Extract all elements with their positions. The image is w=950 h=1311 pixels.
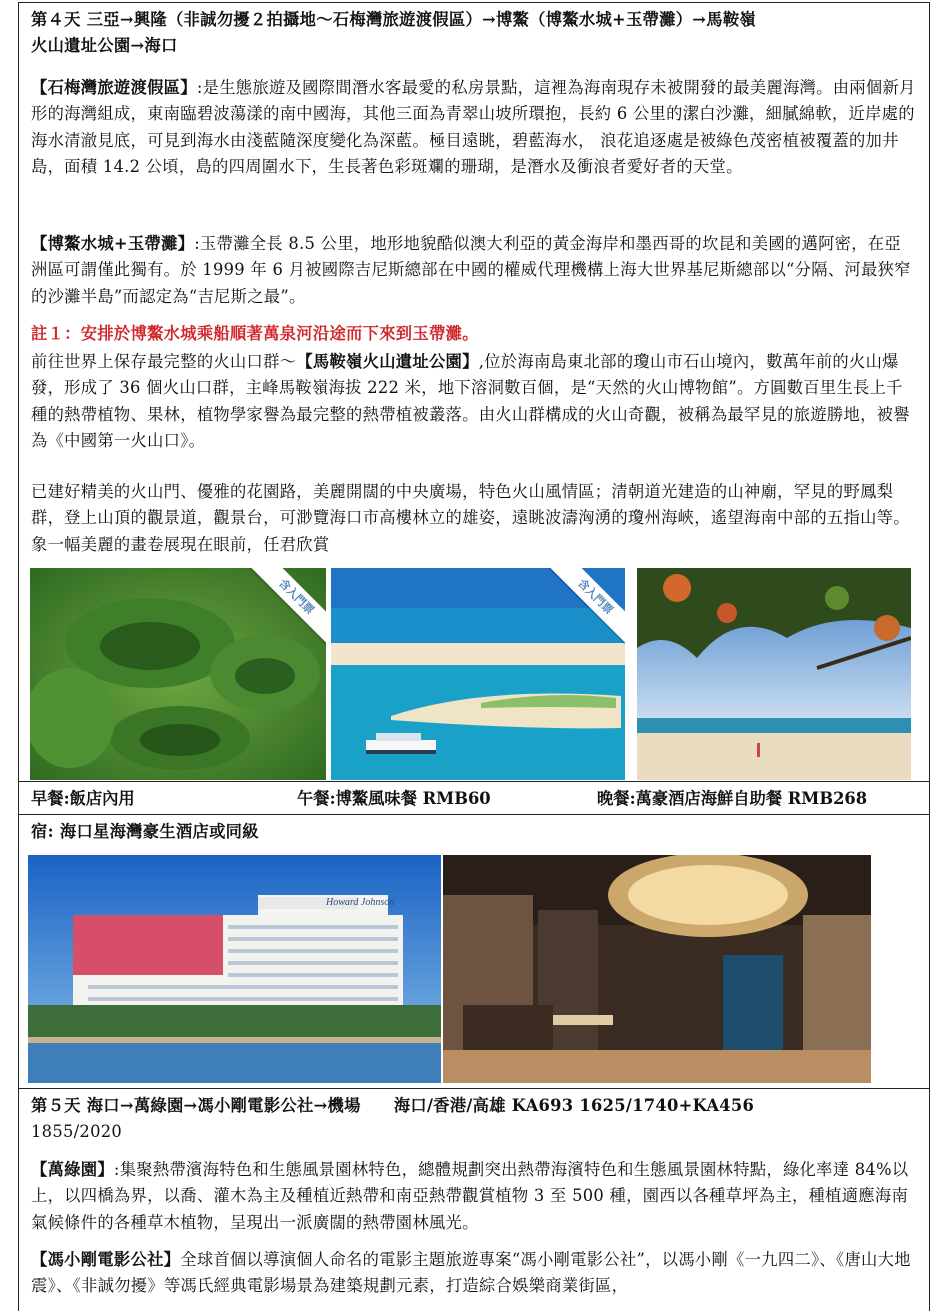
wanlu-paragraph: [31, 1157, 917, 1236]
day5-title: [31, 1093, 917, 1146]
hotel-exterior-photo: [28, 855, 441, 1083]
shimei-text: :是生態旅遊及國際間潛水客最愛的私房景點，這裡為海南現存未被開發的最美麗海灣。由兩個新月形的海灣組成，東南臨碧波蕩漾的南中國海，其他三面為青翠山坡所環抱，長約 6 公里的潔白沙灘，細膩綿軟，近岸處的海水清澈見底，可見到海水由淺藍隨深度變化為深藍。極目遠眺，碧藍海水， 浪花追逐處是被綠色茂密植被覆蓋的加井島，面積 14.2 公頃，島的四周圍水下，生長著色彩斑斕的珊瑚，是潛水及衝浪者愛好者的天堂。: [31, 78, 916, 176]
day5-title-line2: 1855/2020: [31, 1122, 123, 1142]
volcano-crater-photo: [30, 568, 326, 780]
hotel-lobby-photo: [443, 855, 871, 1083]
feng-paragraph: [31, 1247, 917, 1300]
boao-heading: 【博鰲水城+玉帶灘】: [31, 234, 195, 253]
boao-text: :玉帶灘全長 8.5 公里，地形地貌酷似澳大利亞的黃金海岸和墨西哥的坎昆和美國的邁阿密，在亞洲區可謂僅此獨有。於 1999 年 6 月被國際吉尼斯總部在中國的權威代理機構上海大世界基尼斯總部以“分隔、河最狹窄的沙灘半島”而認定為“吉尼斯之最”。: [31, 234, 911, 306]
hotel-label: 宿: 海口星海灣豪生酒店或同級: [31, 822, 259, 841]
day4-title-line2: 火山遺址公園→海口: [31, 36, 178, 56]
volcano-heading: 【馬鞍嶺火山遺址公園】: [296, 352, 479, 371]
day4-title-line1: 第４天 三亞→興隆（非誠勿擾２拍攝地～石梅灣旅遊渡假區）→博鰲（博鰲水城+玉帶灘）→馬鞍嶺: [31, 10, 756, 29]
tropical-beach-photo: [637, 568, 911, 780]
volcano-text: ,位於海南島東北部的瓊山市石山境內，數萬年前的火山爆發，形成了 36 個火山口群，主峰馬鞍嶺海拔 222 米，地下溶洞數百個，是“天然的火山博物館”。方圓數百里生長上千種的熱帶植物、果林，植物學家譽為最完整的熱帶植被叢落。由火山群構成的火山奇觀，被稱為最罕見的旅遊勝地，被譽為《中國第一火山口》。: [31, 352, 910, 450]
day5-title-line1: 第５天 海口→萬綠園→馮小剛電影公社→機場 海口/香港/高雄 KA693 1625/1740+KA456: [31, 1096, 755, 1115]
dinner-label: 晚餐:萬豪酒店海鮮自助餐 RMB268: [597, 789, 868, 808]
volcano-paragraph-2: 已建好精美的火山門、優雅的花園路，美麗開闊的中央廣場，特色火山風情區；清朝道光建造的山神廟，罕見的野鳳梨群，登上山頂的觀景道，觀景台，可渺覽海口市高樓林立的雄姿，遠眺波濤洶湧的瓊州海峽，遙望海南中部的五指山等。象一幅美麗的畫卷展現在眼前，任君欣賞: [31, 482, 910, 554]
breakfast-label: 早餐:飯店內用: [31, 789, 135, 808]
shimei-paragraph: [31, 75, 917, 180]
day4-section: [18, 2, 930, 815]
meals-row: [18, 781, 930, 815]
jade-belt-beach-photo: [331, 568, 625, 780]
feng-text: 全球首個以導演個人命名的電影主題旅遊專案“馮小剛電影公社”，以馮小剛《一九四二》、《唐山大地震》、《非誠勿擾》等馮氏經典電影場景為建築規劃元素，打造綜合娛樂商業街區，: [31, 1250, 911, 1296]
hotel-section: [18, 814, 930, 1089]
shimei-heading: 【石梅灣旅遊渡假區】: [31, 78, 197, 97]
boao-note: 註１：安排於博鰲水城乘船順著萬泉河沿途而下來到玉帶灘。: [31, 324, 479, 343]
volcano-paragraph: [31, 349, 917, 454]
hotel-sign: Howard Johnson: [326, 897, 395, 908]
day5-section: [18, 1088, 930, 1311]
boao-paragraph: [31, 231, 917, 310]
ticket-included-ribbon-2: 含入門票: [545, 568, 625, 647]
wanlu-heading: 【萬綠園】: [31, 1160, 114, 1179]
wanlu-text: :集聚熱帶濱海特色和生態風景園林特色，總體規劃突出熱帶海濱特色和生態風景園林特點，綠化率達 84%以上，以四橋為界，以喬、灌木為主及種植近熱帶和南亞熱帶觀賞植物 3 至 500 種，園西以各種草坪為主，種植適應海南氣候條件的各種草木植物，呈現出一派廣闊的熱帶園林風光。: [31, 1160, 909, 1232]
volcano-intro: 前往世界上保存最完整的火山口群～: [31, 352, 297, 371]
ticket-included-ribbon: 含入門票: [246, 568, 326, 647]
lunch-label: 午餐:博鰲風味餐 RMB60: [297, 789, 491, 808]
feng-heading: 【馮小剛電影公社】: [31, 1250, 181, 1269]
day4-title: [31, 7, 917, 60]
itinerary-page: [18, 2, 932, 1311]
